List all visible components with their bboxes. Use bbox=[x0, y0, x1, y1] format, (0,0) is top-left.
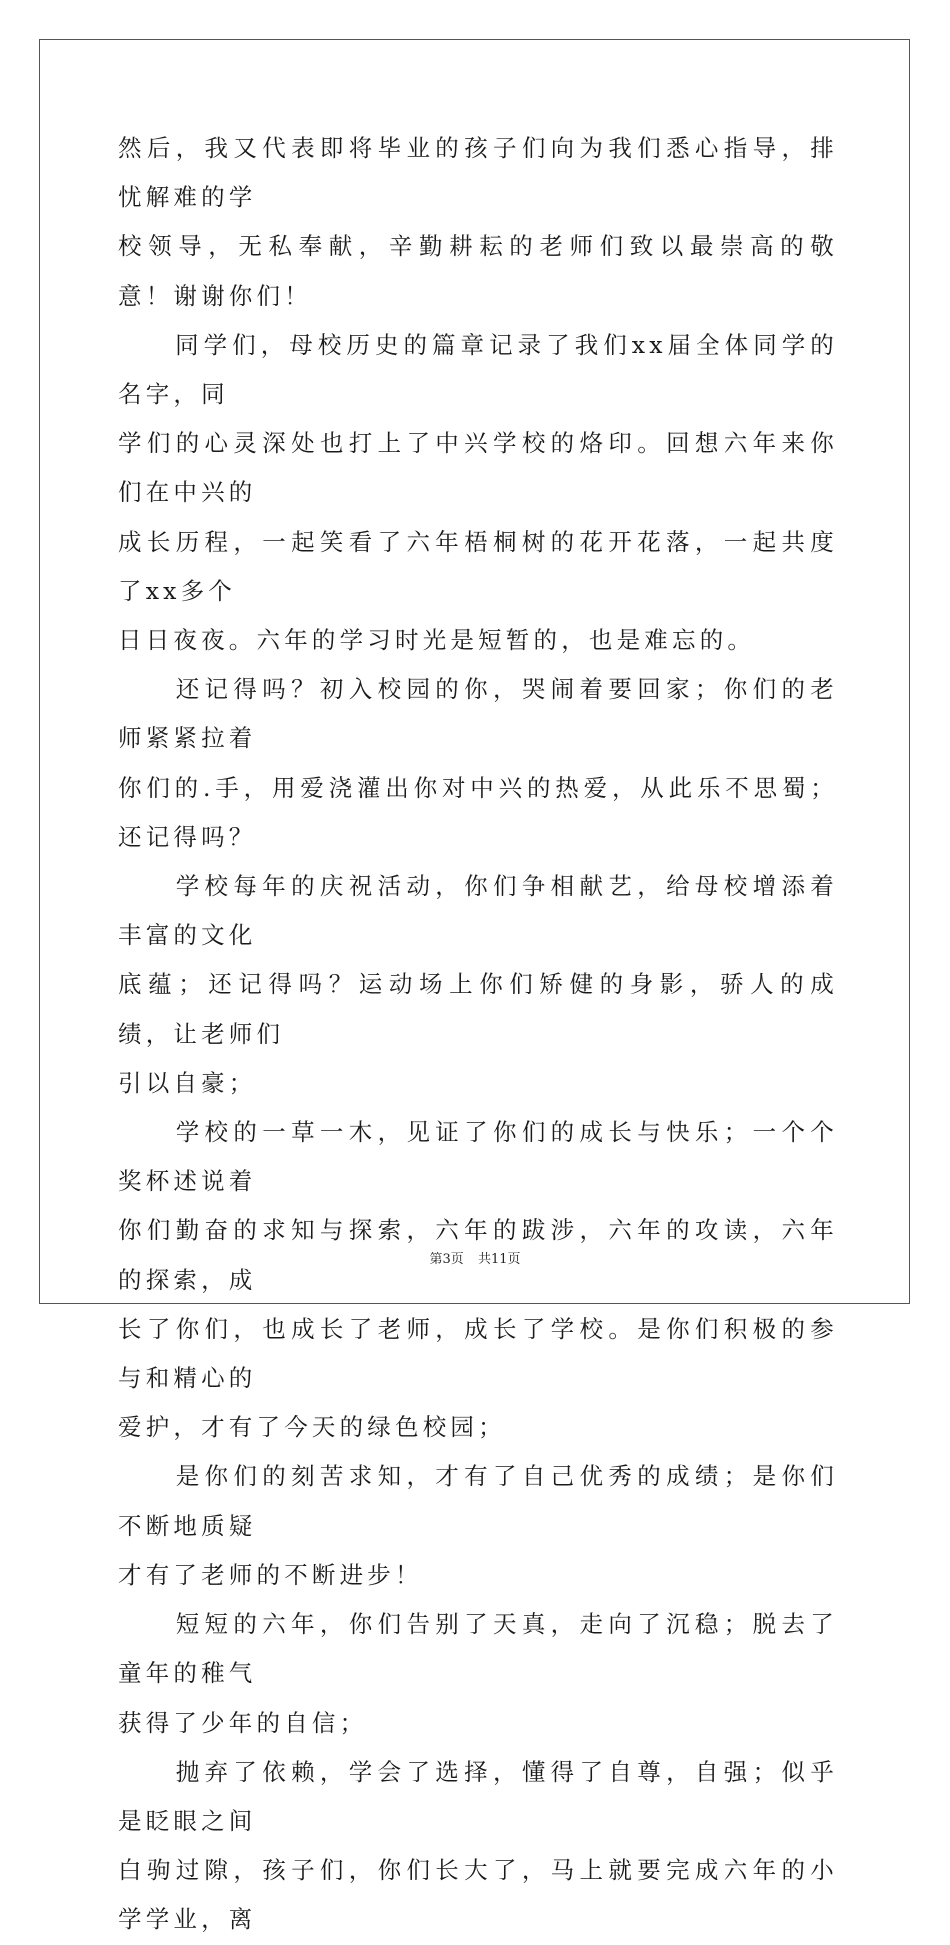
paragraph-5-line-2: 你们勤奋的求知与探索，六年的跋涉，六年的攻读，六年的探索，成 bbox=[118, 1216, 838, 1294]
paragraph-2-line-3: 成长历程，一起笑看了六年梧桐树的花开花落，一起共度了xx多个 bbox=[118, 527, 838, 605]
paragraph-7-line-1: 短短的六年，你们告别了天真，走向了沉稳；脱去了童年的稚气 bbox=[118, 1610, 838, 1688]
page-total: 共11页 bbox=[477, 1252, 521, 1267]
paragraph-5-line-1: 学校的一草一木，见证了你们的成长与快乐；一个个奖杯述说着 bbox=[118, 1118, 838, 1196]
paragraph-3-line-2: 你们的.手，用爱浇灌出你对中兴的热爱，从此乐不思蜀；还记得吗？ bbox=[118, 773, 838, 851]
paragraph-4-line-2: 底蕴；还记得吗？运动场上你们矫健的身影，骄人的成绩，让老师们 bbox=[118, 970, 838, 1048]
page-number: 第3页 bbox=[429, 1252, 464, 1267]
paragraph-4-line-3: 引以自豪； bbox=[118, 1068, 257, 1097]
paragraph-2-line-2: 学们的心灵深处也打上了中兴学校的烙印。回想六年来你们在中兴的 bbox=[118, 429, 838, 507]
paragraph-6-line-2: 才有了老师的不断进步！ bbox=[118, 1560, 423, 1589]
page-footer bbox=[0, 1248, 950, 1267]
document-body bbox=[118, 124, 838, 1945]
paragraph-1-line-2: 校领导，无私奉献，辛勤耕耘的老师们致以最崇高的敬意！谢谢你们！ bbox=[118, 232, 838, 310]
paragraph-5-line-4: 爱护，才有了今天的绿色校园； bbox=[118, 1413, 506, 1442]
paragraph-2-line-4: 日日夜夜。六年的学习时光是短暂的，也是难忘的。 bbox=[118, 626, 756, 655]
paragraph-5-line-3: 长了你们，也成长了老师，成长了学校。是你们积极的参与和精心的 bbox=[118, 1314, 838, 1393]
paragraph-8-line-1: 抛弃了依赖，学会了选择，懂得了自尊，自强；似乎是眨眼之间 bbox=[118, 1757, 838, 1835]
paragraph-2-line-1: 同学们，母校历史的篇章记录了我们xx届全体同学的名字，同 bbox=[118, 330, 838, 409]
paragraph-3-line-1: 还记得吗？初入校园的你，哭闹着要回家；你们的老师紧紧拉着 bbox=[118, 675, 838, 753]
paragraph-8-line-2: 白驹过隙，孩子们，你们长大了，马上就要完成六年的小学学业，离 bbox=[118, 1856, 838, 1934]
paragraph-6-line-1: 是你们的刻苦求知，才有了自己优秀的成绩；是你们不断地质疑 bbox=[118, 1462, 838, 1540]
paragraph-1-line-1: 然后，我又代表即将毕业的孩子们向为我们悉心指导，排忧解难的学 bbox=[118, 134, 838, 212]
paragraph-7-line-2: 获得了少年的自信； bbox=[118, 1708, 368, 1737]
paragraph-4-line-1: 学校每年的庆祝活动，你们争相献艺，给母校增添着丰富的文化 bbox=[118, 872, 838, 950]
